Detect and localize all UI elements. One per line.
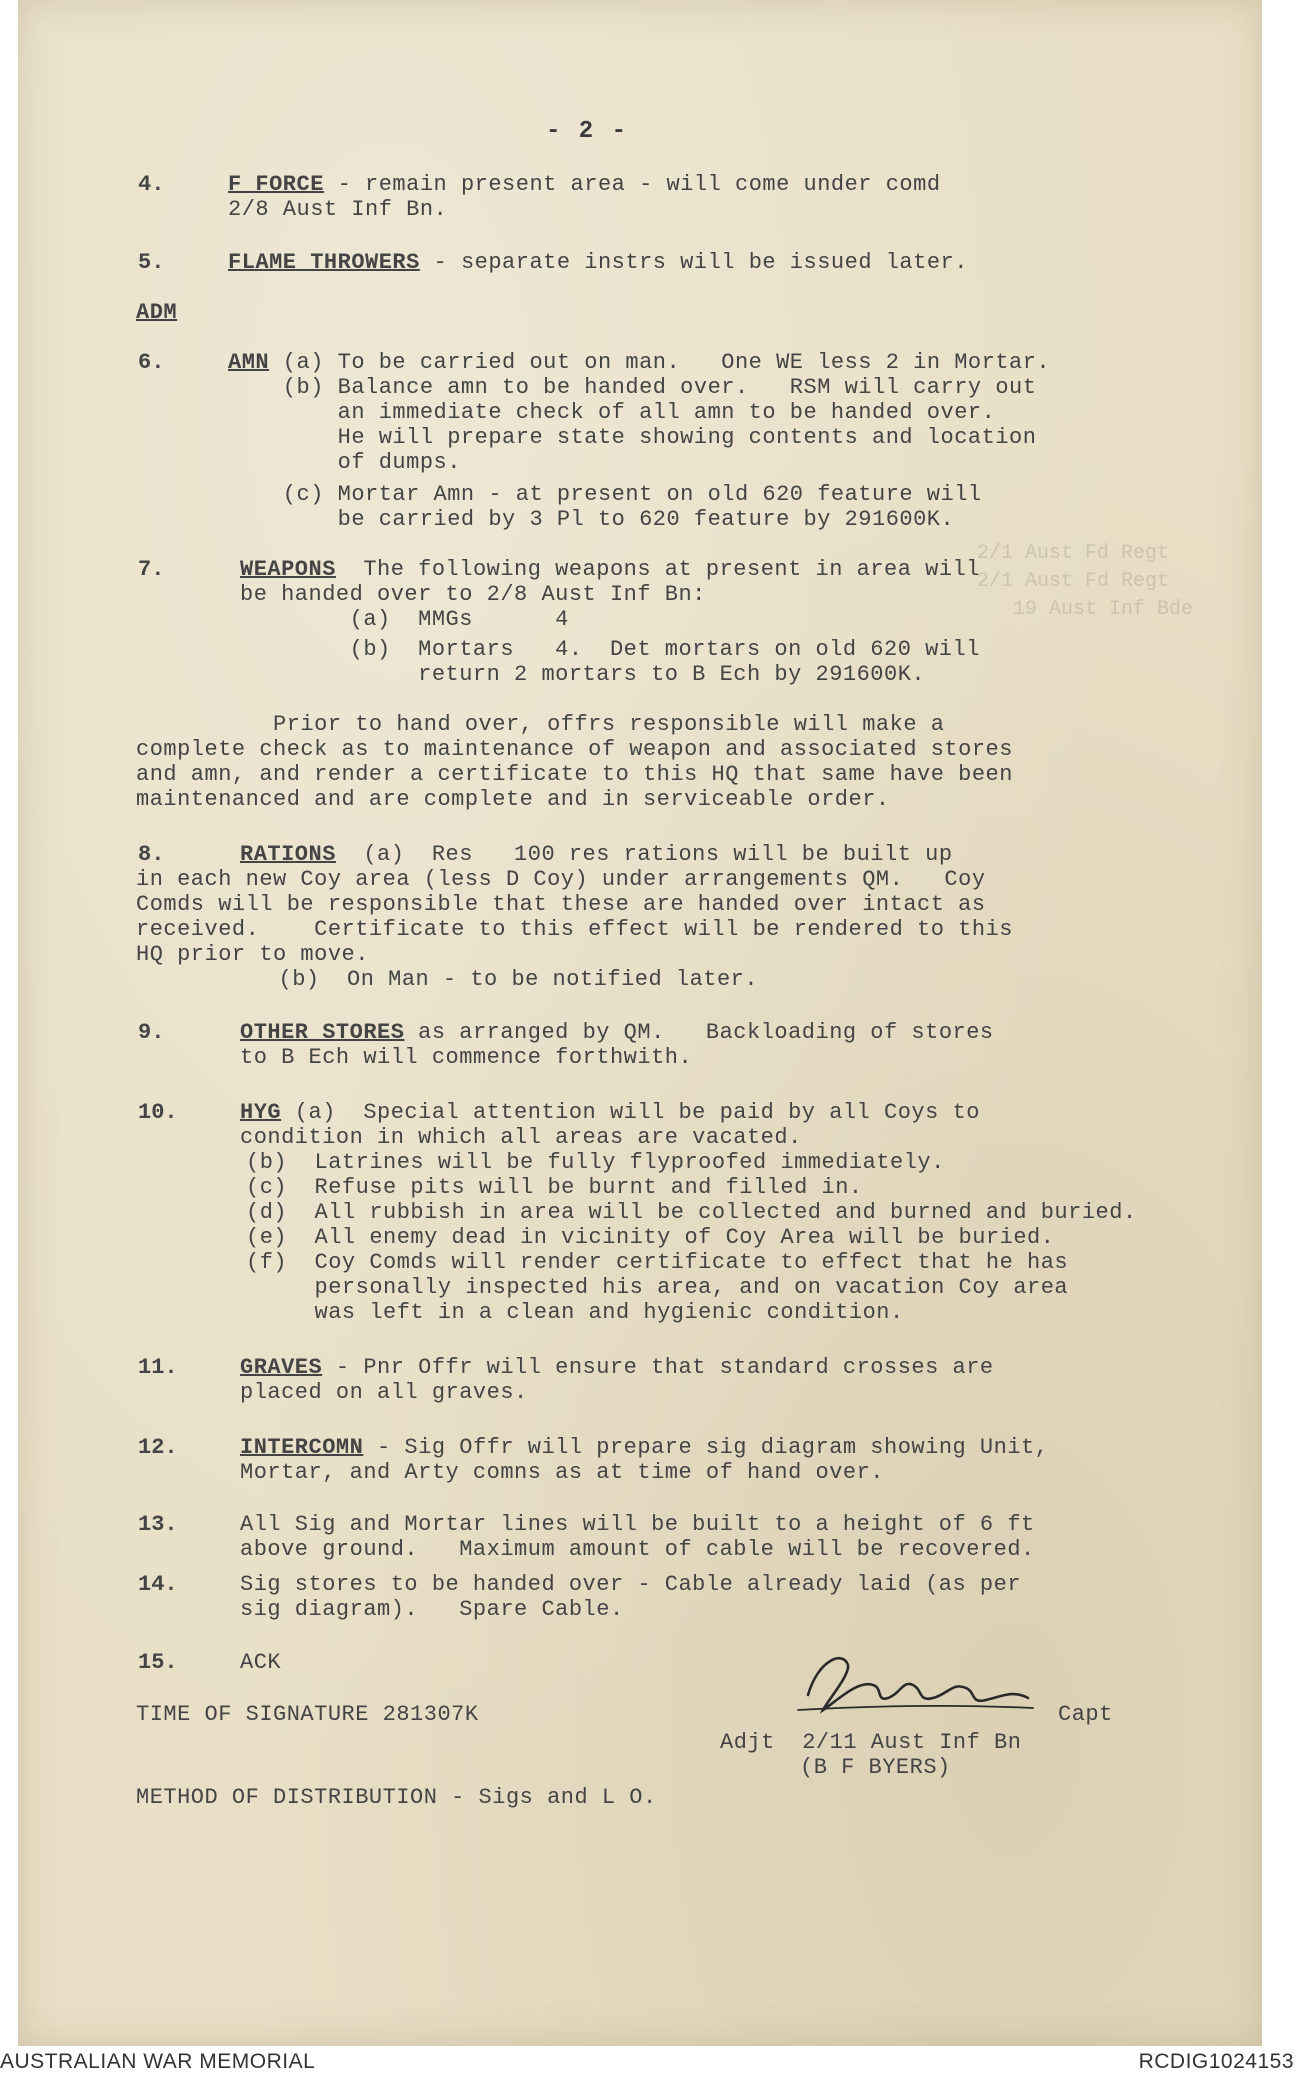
adm-heading — [136, 300, 177, 325]
item-10-line-7: (f) Coy Comds will render certificate to effect that he has — [246, 1250, 1069, 1275]
page-number: - 2 - — [546, 118, 629, 145]
item-9-line-1: OTHER STORES as arranged by QM. Backloading of stores — [240, 1020, 994, 1045]
item-11-number: 11. — [138, 1355, 178, 1380]
item-6-line-6: (c) Mortar Amn - at present on old 620 feature will — [228, 482, 982, 507]
handover-line-1: Prior to hand over, offrs responsible will make a — [136, 712, 945, 737]
item-heading: F FORCE — [228, 172, 324, 197]
handover-line-4: maintenanced and are complete and in serviceable order. — [136, 787, 890, 812]
footer-record-id: RCDIG1024153 — [1138, 2050, 1294, 2073]
handover-line-2: complete check as to maintenance of weapon and associated stores — [136, 737, 1013, 762]
item-5-number: 5. — [138, 250, 165, 275]
item-heading: AMN — [228, 350, 270, 375]
signature-name: (B F BYERS) — [800, 1755, 951, 1780]
item-heading: WEAPONS — [240, 557, 336, 582]
item-4-number: 4. — [138, 172, 165, 197]
item-6-line-5: of dumps. — [228, 450, 461, 475]
document-page — [18, 0, 1262, 2046]
item-14-number: 14. — [138, 1572, 178, 1597]
item-heading: RATIONS — [240, 842, 336, 867]
item-13-line-1: All Sig and Mortar lines will be built to a height of 6 ft — [240, 1512, 1035, 1537]
item-4-line-2: 2/8 Aust Inf Bn. — [228, 197, 448, 222]
item-heading: ADM — [136, 300, 178, 325]
time-of-signature: TIME OF SIGNATURE 281307K — [136, 1702, 479, 1727]
handwritten-signature — [788, 1640, 1068, 1730]
item-5-line-1: FLAME THROWERS - separate instrs will be issued later. — [228, 250, 968, 275]
item-13-line-2: above ground. Maximum amount of cable will be recovered. — [240, 1537, 1035, 1562]
method-of-distribution: METHOD OF DISTRIBUTION - Sigs and L O. — [136, 1785, 657, 1810]
item-7-number: 7. — [138, 557, 165, 582]
item-6-line-1: AMN (a) To be carried out on man. One WE less 2 in Mortar. — [228, 350, 1051, 375]
item-8-line-3: Comds will be responsible that these are handed over intact as — [136, 892, 986, 917]
item-10-line-8: personally inspected his area, and on vacation Coy area — [246, 1275, 1069, 1300]
item-heading: HYG — [240, 1100, 282, 1125]
item-10-line-1: HYG (a) Special attention will be paid by all Coys to — [240, 1100, 980, 1125]
item-8-line-1: RATIONS (a) Res 100 res rations will be built up — [240, 842, 953, 867]
item-10-line-3: (b) Latrines will be fully flyproofed immediately. — [246, 1150, 945, 1175]
item-7-line-2: be handed over to 2/8 Aust Inf Bn: — [240, 582, 706, 607]
item-7-line-5: return 2 mortars to B Ech by 291600K. — [240, 662, 926, 687]
signature-rank: Capt — [1058, 1702, 1113, 1727]
item-10-number: 10. — [138, 1100, 178, 1125]
item-6-line-7: be carried by 3 Pl to 620 feature by 291600K. — [228, 507, 955, 532]
item-10-line-4: (c) Refuse pits will be burnt and filled in. — [246, 1175, 863, 1200]
item-4-line-1: F FORCE - remain present area - will come under comd — [228, 172, 941, 197]
item-6-line-4: He will prepare state showing contents and location — [228, 425, 1037, 450]
item-9-number: 9. — [138, 1020, 165, 1045]
item-8-line-4: received. Certificate to this effect will be rendered to this — [136, 917, 1013, 942]
item-12-line-1: INTERCOMN - Sig Offr will prepare sig diagram showing Unit, — [240, 1435, 1049, 1460]
handover-line-3: and amn, and render a certificate to this HQ that same have been — [136, 762, 1013, 787]
item-heading: OTHER STORES — [240, 1020, 405, 1045]
footer-archive-name: AUSTRALIAN WAR MEMORIAL — [0, 2050, 316, 2073]
item-6-line-2: (b) Balance amn to be handed over. RSM will carry out — [228, 375, 1037, 400]
item-7-line-1: WEAPONS The following weapons at present in area will — [240, 557, 980, 582]
item-15-number: 15. — [138, 1650, 178, 1675]
signature-appointment: Adjt 2/11 Aust Inf Bn — [720, 1730, 1022, 1755]
item-7-line-4: (b) Mortars 4. Det mortars on old 620 will — [240, 637, 980, 662]
show-through-text: 2/1 Aust Fd Regt 2/1 Aust Fd Regt 19 Aust Inf Bde — [977, 542, 1194, 621]
item-10-line-5: (d) All rubbish in area will be collected and burned and buried. — [246, 1200, 1137, 1225]
item-6-number: 6. — [138, 350, 165, 375]
item-11-line-2: placed on all graves. — [240, 1380, 528, 1405]
item-8-line-6: (b) On Man - to be notified later. — [210, 967, 759, 992]
item-heading: GRAVES — [240, 1355, 323, 1380]
item-12-line-2: Mortar, and Arty comns as at time of hand over. — [240, 1460, 885, 1485]
item-12-number: 12. — [138, 1435, 178, 1460]
item-13-number: 13. — [138, 1512, 178, 1537]
item-14-line-2: sig diagram). Spare Cable. — [240, 1597, 624, 1622]
item-heading: FLAME THROWERS — [228, 250, 420, 275]
item-11-line-1: GRAVES - Pnr Offr will ensure that standard crosses are — [240, 1355, 994, 1380]
item-6-line-3: an immediate check of all amn to be handed over. — [228, 400, 996, 425]
item-8-line-2: in each new Coy area (less D Coy) under arrangements QM. Coy — [136, 867, 986, 892]
item-10-line-2: condition in which all areas are vacated. — [240, 1125, 802, 1150]
item-15-line-1: ACK — [240, 1650, 282, 1675]
item-10-line-6: (e) All enemy dead in vicinity of Coy Area will be buried. — [246, 1225, 1055, 1250]
item-10-line-9: was left in a clean and hygienic condition. — [246, 1300, 904, 1325]
item-7-line-3: (a) MMGs 4 — [240, 607, 569, 632]
item-14-line-1: Sig stores to be handed over - Cable already laid (as per — [240, 1572, 1022, 1597]
item-9-line-2: to B Ech will commence forthwith. — [240, 1045, 693, 1070]
item-8-line-5: HQ prior to move. — [136, 942, 369, 967]
item-heading: INTERCOMN — [240, 1435, 364, 1460]
item-8-number: 8. — [138, 842, 165, 867]
